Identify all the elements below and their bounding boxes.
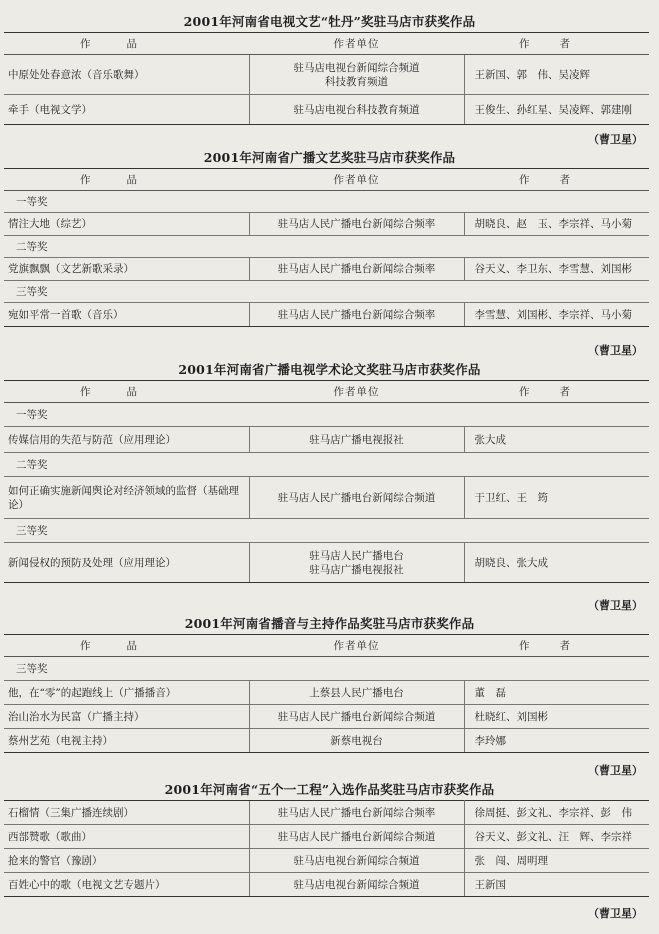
author-cell: 谷天义、李卫东、李雪慧、刘国彬	[464, 258, 649, 281]
group-label: 一等奖	[4, 191, 649, 213]
author-cell: 张大成	[464, 427, 649, 453]
author-cell: 谷天义、彭文礼、汪 辉、李宗祥	[464, 825, 649, 849]
author-cell: 徐周挺、彭文礼、李宗祥、彭 伟	[464, 801, 649, 825]
table-row	[4, 729, 649, 753]
work-cell: 他，在“零”的起跑线上（广播播音）	[4, 681, 249, 705]
author-cell: 王新国	[464, 873, 649, 897]
table-row	[4, 873, 649, 897]
unit-cell: 驻马店人民广播电台新闻综合频率	[249, 258, 464, 281]
author-cell: 王俊生、孙红星、吴凌辉、郭建刚	[464, 95, 649, 125]
unit-cell	[249, 55, 464, 95]
group-row	[4, 191, 649, 213]
header-work: 作品	[4, 381, 249, 403]
unit-cell: 驻马店人民广播电台新闻综合频道	[249, 477, 464, 519]
work-cell: 党旗飘飘（文艺新歌采录）	[4, 258, 249, 281]
table-header	[4, 381, 649, 403]
group-row	[4, 236, 649, 258]
group-label: 二等奖	[4, 236, 649, 258]
work-cell: 传媒信用的失范与防范（应用理论）	[4, 427, 249, 453]
header-work: 作品	[4, 169, 249, 191]
header-author: 作者	[464, 381, 649, 403]
header-work: 作品	[4, 635, 249, 657]
table-row	[4, 55, 649, 95]
table-row	[4, 825, 649, 849]
award-table	[4, 800, 649, 897]
unit-line: 科技教育频道	[325, 75, 388, 88]
group-row	[4, 453, 649, 477]
table-row	[4, 95, 649, 125]
header-unit: 作者单位	[249, 33, 464, 55]
work-cell: 中原处处春意浓（音乐歌舞）	[4, 55, 249, 95]
group-label: 三等奖	[4, 657, 649, 681]
unit-cell: 驻马店人民广播电台新闻综合频率	[249, 213, 464, 236]
award-table	[4, 32, 649, 125]
signature: （曹卫星）	[588, 344, 643, 357]
header-unit: 作者单位	[249, 381, 464, 403]
table-header	[4, 635, 649, 657]
unit-line: 驻马店广播电视报社	[309, 563, 404, 576]
header-author: 作者	[464, 635, 649, 657]
unit-cell: 上蔡县人民广播电台	[249, 681, 464, 705]
signature: （曹卫星）	[588, 133, 643, 146]
work-cell: 蔡州艺苑（电视主持）	[4, 729, 249, 753]
header-unit: 作者单位	[249, 169, 464, 191]
group-label: 二等奖	[4, 453, 649, 477]
group-label: 三等奖	[4, 281, 649, 303]
table-row	[4, 801, 649, 825]
group-row	[4, 403, 649, 427]
unit-cell: 驻马店电视台新闻综合频道	[249, 849, 464, 873]
award-table	[4, 380, 649, 583]
section-title: 2001年河南省电视文艺“牡丹”奖驻马店市获奖作品	[183, 14, 476, 29]
work-cell: 牵手（电视文学）	[4, 95, 249, 125]
unit-cell: 驻马店电视台新闻综合频道	[249, 873, 464, 897]
table-row	[4, 303, 649, 327]
work-cell: 石榴情（三集广播连续剧）	[4, 801, 249, 825]
group-label: 一等奖	[4, 403, 649, 427]
table-header	[4, 169, 649, 191]
work-cell: 新闻侵权的预防及处理（应用理论）	[4, 543, 249, 583]
award-section-tv-peony	[0, 12, 659, 125]
unit-line: 驻马店人民广播电台	[309, 549, 404, 562]
work-cell: 抢来的警官（豫剧）	[4, 849, 249, 873]
author-cell: 胡晓良、张大成	[464, 543, 649, 583]
unit-cell: 驻马店电视台科技教育频道	[249, 95, 464, 125]
signature: （曹卫星）	[588, 764, 643, 777]
work-cell: 如何正确实施新闻舆论对经济领域的监督（基础理论）	[4, 477, 249, 519]
group-row	[4, 519, 649, 543]
header-author: 作者	[464, 33, 649, 55]
unit-cell: 驻马店人民广播电台新闻综合频道	[249, 705, 464, 729]
unit-cell: 驻马店人民广播电台新闻综合频率	[249, 801, 464, 825]
table-row	[4, 849, 649, 873]
group-row	[4, 281, 649, 303]
section-title: 2001年河南省广播电视学术论文奖驻马店市获奖作品	[178, 362, 481, 377]
work-cell: 宛如平常一首歌（音乐）	[4, 303, 249, 327]
table-row	[4, 258, 649, 281]
work-cell: 西部赞歌（歌曲）	[4, 825, 249, 849]
table-row	[4, 427, 649, 453]
header-unit: 作者单位	[249, 635, 464, 657]
signature: （曹卫星）	[588, 907, 643, 920]
unit-cell: 驻马店广播电视报社	[249, 427, 464, 453]
author-cell: 王新国、郭 伟、吴凌辉	[464, 55, 649, 95]
work-cell: 百姓心中的歌（电视文艺专题片）	[4, 873, 249, 897]
award-section-five-one-project	[0, 780, 659, 897]
author-cell: 李雪慧、刘国彬、李宗祥、马小菊	[464, 303, 649, 327]
table-header	[4, 33, 649, 55]
header-work: 作品	[4, 33, 249, 55]
unit-cell	[249, 543, 464, 583]
author-cell: 董 磊	[464, 681, 649, 705]
work-cell: 治山治水为民富（广播主持）	[4, 705, 249, 729]
author-cell: 李玲娜	[464, 729, 649, 753]
signature: （曹卫星）	[588, 599, 643, 612]
author-cell: 于卫红、王 筠	[464, 477, 649, 519]
header-author: 作者	[464, 169, 649, 191]
unit-line: 驻马店电视台新闻综合频道	[293, 61, 420, 74]
award-section-broadcast-host	[0, 614, 659, 753]
section-title: 2001年河南省播音与主持作品奖驻马店市获奖作品	[184, 616, 475, 631]
award-table	[4, 168, 649, 327]
author-cell: 杜晓红、刘国彬	[464, 705, 649, 729]
group-label: 三等奖	[4, 519, 649, 543]
award-table	[4, 634, 649, 753]
award-section-radio-arts	[0, 148, 659, 327]
table-row	[4, 705, 649, 729]
unit-cell: 新蔡电视台	[249, 729, 464, 753]
author-cell: 张 闯、周明理	[464, 849, 649, 873]
table-row	[4, 543, 649, 583]
unit-cell: 驻马店人民广播电台新闻综合频率	[249, 303, 464, 327]
group-row	[4, 657, 649, 681]
section-title: 2001年河南省广播文艺奖驻马店市获奖作品	[203, 150, 456, 165]
table-row	[4, 681, 649, 705]
work-cell: 情注大地（综艺）	[4, 213, 249, 236]
award-section-academic-paper	[0, 360, 659, 583]
unit-cell: 驻马店人民广播电台新闻综合频道	[249, 825, 464, 849]
author-cell: 胡晓良、赵 玉、李宗祥、马小菊	[464, 213, 649, 236]
section-title: 2001年河南省“五个一工程”入选作品奖驻马店市获奖作品	[164, 782, 495, 797]
table-row	[4, 213, 649, 236]
table-row	[4, 477, 649, 519]
